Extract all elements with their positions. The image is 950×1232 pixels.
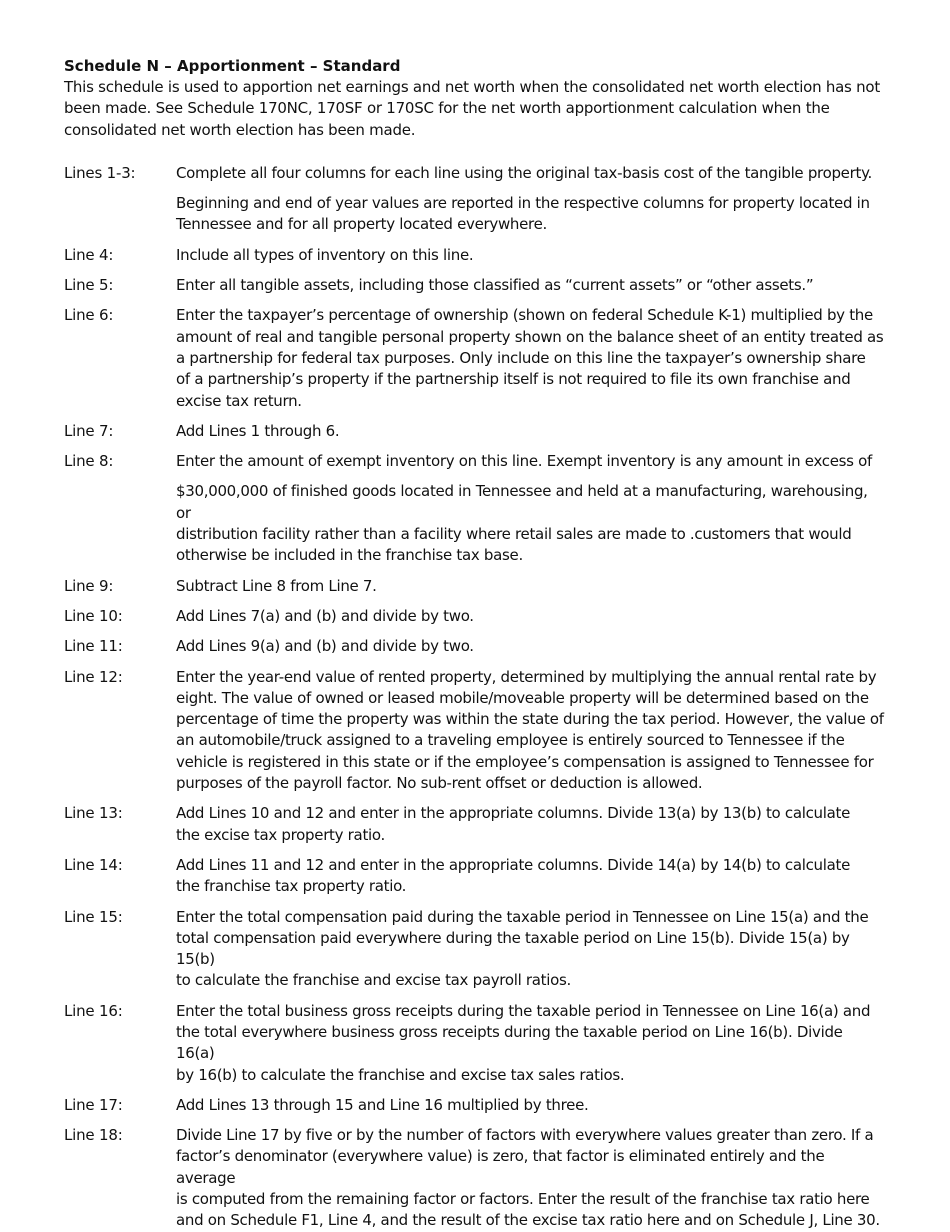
intro-paragraph: This schedule is used to apportion net earnings and net worth when the consolidated net worth election has not been made. See Schedule 170NC, 170SF or 170SC for the net worth apportionment calculation when the consolidated net worth election has been made.: [64, 78, 880, 139]
line-paragraph: Enter the taxpayer’s percentage of ownership (shown on federal Schedule K-1) multiplied by the amount of real and tangible personal property shown on the balance sheet of an entity treated as a partnership for federal tax purposes. Only include on this line the taxpayer’s ownership share of a partnership’s property if the partnership itself is not required to file its own franchise and excise tax return.: [176, 306, 884, 410]
line-label: Line 18:: [64, 1126, 123, 1145]
line-instruction-row: [64, 1095, 884, 1116]
line-label: Line 7:: [64, 421, 114, 440]
line-description: [176, 576, 884, 597]
line-instruction-row: [64, 1125, 884, 1231]
line-description: [176, 275, 884, 296]
line-paragraph: Complete all four columns for each line using the original tax-basis cost of the tangible property.: [176, 163, 872, 182]
line-paragraph: Add Lines 10 and 12 and enter in the appropriate columns. Divide 13(a) by 13(b) to calculate the excise tax property ratio.: [176, 804, 851, 844]
line-paragraph: Enter all tangible assets, including those classified as “current assets” or “other assets.”: [176, 276, 814, 295]
line-label: Line 15:: [64, 907, 123, 926]
line-paragraph: Enter the total business gross receipts during the taxable period in Tennessee on Line 16(a) and the total everywhere business gross receipts during the taxable period on Line 16(b). Divide 16(a) by 16(b) to calculate the franchise and excise tax sales ratios.: [176, 1001, 871, 1084]
line-label: Line 12:: [64, 667, 123, 686]
line-paragraph: Add Lines 11 and 12 and enter in the appropriate columns. Divide 14(a) by 14(b) to calculate the franchise tax property ratio.: [176, 855, 851, 896]
line-description: [176, 606, 884, 627]
line-instruction-row: [64, 275, 884, 296]
line-instruction-row: [64, 245, 884, 266]
line-paragraph: Enter the amount of exempt inventory on this line. Exempt inventory is any amount in excess of: [176, 452, 872, 471]
line-instruction-row: [64, 803, 884, 846]
line-paragraph: Enter the year-end value of rented property, determined by multiplying the annual rental rate by eight. The value of owned or leased mobile/moveable property will be determined based on the percentage of time the property was within the state during the tax period. However, the value of an automobile/truck assigned to a traveling employee is entirely sourced to Tennessee if the vehicle is registered in this state or if the employee’s compensation is assigned to Tennessee for purposes of the payroll factor. No sub-rent offset or deduction is allowed.: [176, 667, 884, 793]
line-paragraph: Divide Line 17 by five or by the number of factors with everywhere values greater than zero. If a factor’s denominator (everywhere value) is zero, that factor is eliminated entirely and the average is computed from the remaining factor or factors. Enter the result of the franchise tax ratio here and on Schedule F1, Line 4, and the result of the excise tax ratio here and on Schedule J, Line 30.: [176, 1126, 880, 1230]
line-description: [176, 1095, 884, 1116]
line-description: [176, 421, 884, 442]
line-label: Line 6:: [64, 306, 114, 325]
page-title: Schedule N – Apportionment – Standard: [64, 57, 401, 75]
line-paragraph: Enter the total compensation paid during the taxable period in Tennessee on Line 15(a) and the total compensation paid everywhere during the taxable period on Line 15(b). Divide 15(a) by 15(b) to calculate the franchise and excise tax payroll ratios.: [176, 907, 869, 990]
line-label: Line 16:: [64, 1001, 123, 1020]
line-instruction-row: [64, 606, 884, 627]
line-instruction-row: [64, 907, 884, 992]
line-description: [176, 305, 884, 411]
line-paragraph: $30,000,000 of finished goods located in Tennessee and held at a manufacturing, warehousing, or distribution facility rather than a facility where retail sales are made to .customers that would otherwise be included in the franchise tax base.: [176, 482, 868, 565]
line-description: [176, 855, 884, 898]
line-paragraph: Add Lines 13 through 15 and Line 16 multiplied by three.: [176, 1095, 589, 1114]
line-instruction-row: [64, 163, 884, 236]
line-instruction-row: [64, 667, 884, 795]
line-instruction-row: [64, 636, 884, 657]
line-label: Line 10:: [64, 606, 123, 625]
line-paragraph: Subtract Line 8 from Line 7.: [176, 576, 377, 595]
line-instruction-row: [64, 576, 884, 597]
line-label: Line 17:: [64, 1095, 123, 1114]
line-label: Line 13:: [64, 804, 123, 823]
line-instruction-row: [64, 451, 884, 566]
line-paragraph: Add Lines 7(a) and (b) and divide by two.: [176, 606, 474, 625]
line-label: Line 14:: [64, 855, 123, 874]
line-instruction-row: [64, 1001, 884, 1086]
line-description: [176, 1125, 884, 1231]
line-description: [176, 1001, 884, 1086]
line-label: Line 5:: [64, 276, 114, 295]
line-instruction-row: [64, 421, 884, 442]
line-description: [176, 163, 884, 236]
line-instructions: [64, 163, 884, 1232]
line-description: [176, 451, 884, 566]
line-label: Line 4:: [64, 245, 114, 264]
line-label: Line 9:: [64, 576, 114, 595]
line-description: [176, 667, 884, 795]
line-description: [176, 907, 884, 992]
line-paragraph: Add Lines 1 through 6.: [176, 421, 340, 440]
line-instruction-row: [64, 855, 884, 898]
line-paragraph: Beginning and end of year values are reported in the respective columns for property located in Tennessee and for all property located everywhere.: [176, 194, 870, 234]
line-description: [176, 803, 884, 846]
line-description: [176, 245, 884, 266]
line-description: [176, 636, 884, 657]
line-paragraph: Include all types of inventory on this line.: [176, 245, 474, 264]
line-label: Line 11:: [64, 637, 123, 656]
line-label: Lines 1-3:: [64, 163, 136, 182]
line-instruction-row: [64, 305, 884, 411]
line-label: Line 8:: [64, 452, 114, 471]
line-paragraph: Add Lines 9(a) and (b) and divide by two.: [176, 637, 474, 656]
